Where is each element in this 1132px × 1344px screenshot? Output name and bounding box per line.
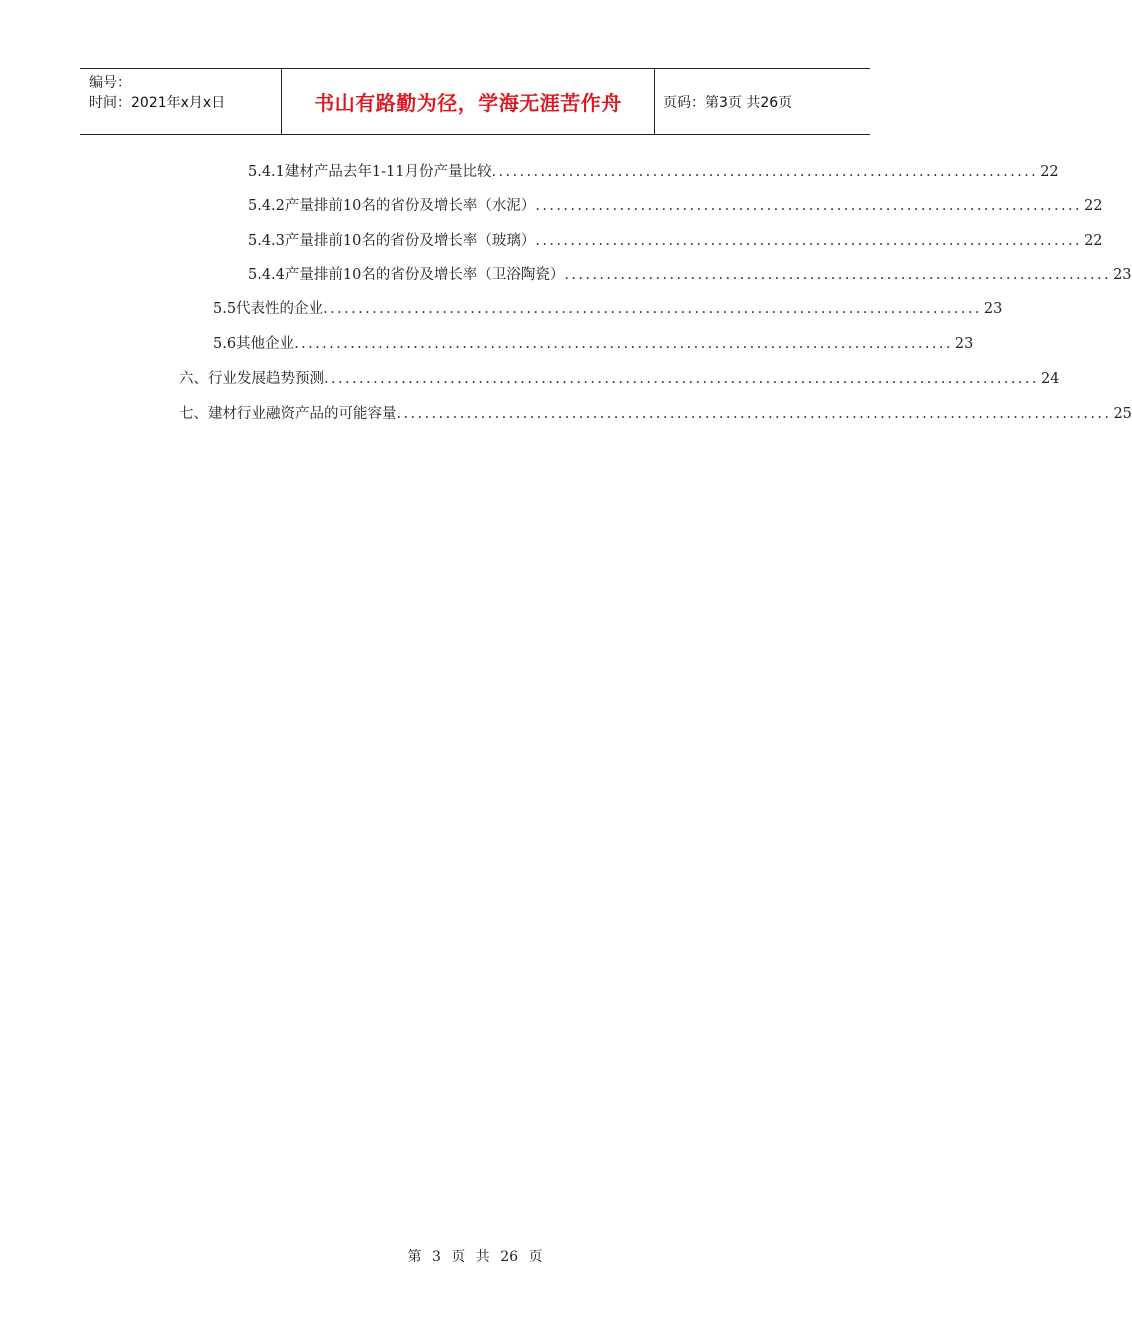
toc-leader-dots: ...................................................................................................... — [324, 371, 1039, 387]
toc-entry-title: 七、建材行业融资产品的可能容量 — [179, 406, 397, 422]
toc-entry-page: 23 — [954, 336, 974, 352]
toc-entry[interactable] — [179, 368, 1060, 390]
page-footer — [0, 1246, 950, 1266]
header-motto: 书山有路勤为径，学海无涯苦作舟 — [314, 91, 622, 115]
header-meta — [80, 69, 281, 134]
toc-entry-page: 22 — [1084, 198, 1103, 214]
toc-entry[interactable] — [248, 230, 1103, 252]
toc-entry-title: 5.4.3产量排前10名的省份及增长率（玻璃） — [248, 233, 536, 249]
toc-leader-dots: ...................................................................................................... — [396, 406, 1112, 422]
toc-entry-title: 六、行业发展趋势预测 — [179, 371, 324, 387]
toc-leader-dots: .............................................................................................. — [294, 336, 953, 352]
document-number-label: 编号： — [89, 75, 131, 91]
toc-entry[interactable] — [248, 161, 1059, 183]
toc-entry-page: 22 — [1084, 233, 1103, 249]
header-page-info: 页码：第3页 共26页 — [663, 94, 793, 111]
toc-entry-page: 23 — [1113, 267, 1132, 283]
footer-page-number: 第 3 页 共 26 页 — [407, 1249, 543, 1265]
toc-leader-dots: .............................................................................. — [535, 233, 1083, 249]
toc-entry-title: 5.6其他企业 — [213, 336, 295, 352]
toc-leader-dots: .............................................................................................. — [323, 301, 982, 317]
toc-entry-title: 5.5代表性的企业 — [213, 301, 324, 317]
header-page-info-cell — [655, 69, 870, 134]
toc-entry[interactable] — [213, 298, 1003, 320]
toc-entry-title: 5.4.4产量排前10名的省份及增长率（卫浴陶瓷） — [248, 267, 565, 283]
toc-entry-title: 5.4.1建材产品去年1-11月份产量比较 — [248, 164, 492, 180]
toc-entry[interactable] — [248, 195, 1103, 217]
toc-entry-page: 25 — [1113, 406, 1132, 422]
toc-entry[interactable] — [179, 403, 1132, 425]
toc-entry[interactable] — [248, 264, 1132, 286]
toc-entry-page: 24 — [1040, 371, 1060, 387]
page-header — [80, 68, 870, 135]
toc-entry-page: 22 — [1040, 164, 1059, 180]
toc-leader-dots: .............................................................................. — [535, 198, 1083, 214]
toc-entry[interactable] — [213, 333, 974, 355]
toc-entry-title: 5.4.2产量排前10名的省份及增长率（水泥） — [248, 198, 536, 214]
toc-entry-page: 23 — [983, 301, 1003, 317]
document-date-label: 时间：2021年x月x日 — [89, 95, 226, 111]
header-motto-cell — [281, 69, 655, 134]
toc-leader-dots: .............................................................................. — [491, 164, 1039, 180]
toc-leader-dots: .............................................................................. — [564, 267, 1112, 283]
